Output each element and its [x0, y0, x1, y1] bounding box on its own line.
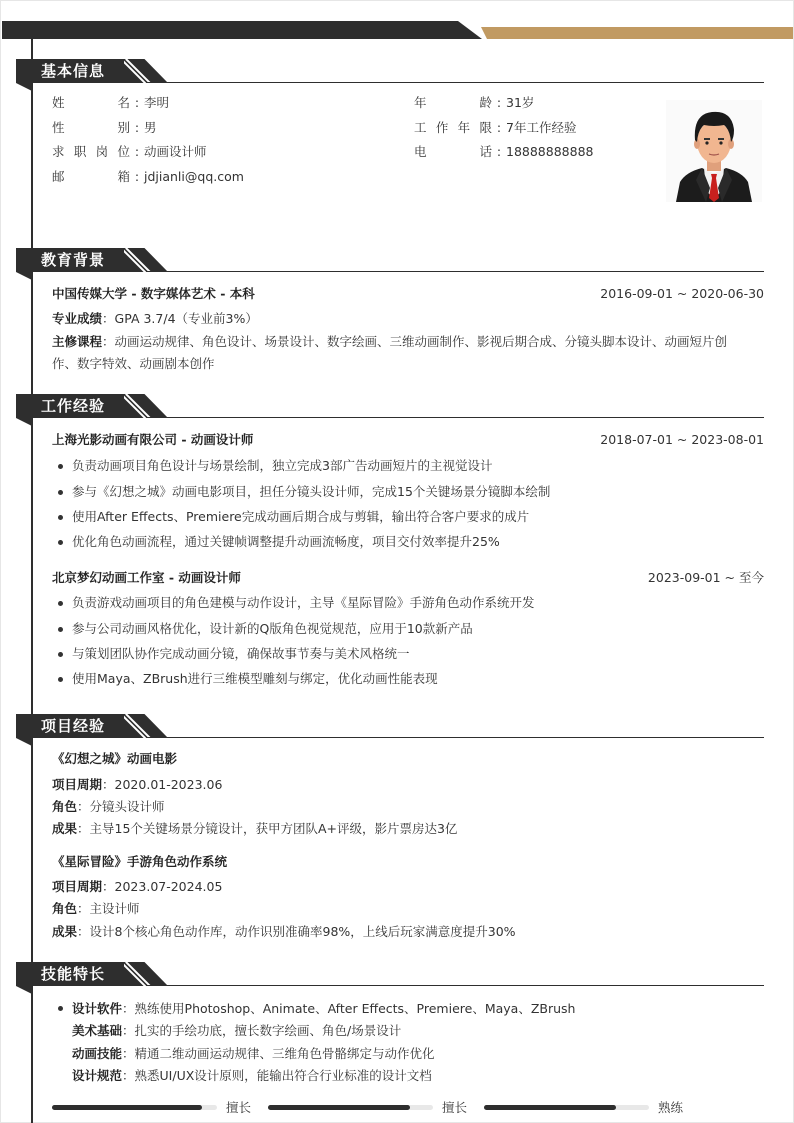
result-label: 成果 [52, 924, 78, 939]
colon: : [134, 169, 140, 184]
colon: : [134, 95, 140, 110]
period-label: 项目周期 [52, 777, 103, 792]
info-value: 18888888888 [506, 144, 594, 159]
skill-level-bar [484, 1105, 649, 1110]
result-value: 设计8个核心角色动作库，动作识别准确率98%，上线后玩家满意度提升30% [89, 924, 516, 939]
info-label: 工作年限 [414, 120, 492, 135]
work-date: 2023-09-01 ~ 至今 [647, 570, 764, 585]
work-entry-header [52, 429, 764, 451]
skill-level-fill [484, 1105, 616, 1110]
period-value: 2020.01-2023.06 [114, 777, 223, 792]
section-header [16, 59, 764, 85]
colon: : [134, 144, 140, 159]
colon: ： [102, 879, 115, 894]
header-fold-decoration [16, 83, 32, 91]
skill-item [72, 998, 575, 1020]
info-gender [52, 118, 157, 138]
project-name: 《幻想之城》动画电影 [52, 751, 178, 766]
info-value: 7年工作经验 [506, 120, 577, 135]
gpa-label: 专业成绩 [52, 311, 103, 326]
skill-value: 熟悉UI/UX设计原则，能输出符合行业标准的设计文档 [134, 1068, 432, 1083]
project-name: 《星际冒险》手游角色动作系统 [52, 854, 228, 869]
section-education [16, 248, 764, 274]
section-work-experience [16, 394, 764, 420]
info-label: 姓名 [52, 95, 130, 110]
info-position [52, 142, 207, 162]
info-label: 电话 [414, 144, 492, 159]
list-item: 参与公司动画风格优化，设计新的Q版角色视觉规范，应用于10款新产品 [52, 618, 764, 640]
education-courses [52, 331, 752, 375]
skill-item [72, 1020, 401, 1042]
colon: : [134, 120, 140, 135]
role-value: 主设计师 [89, 901, 140, 916]
project-result [52, 921, 764, 943]
left-vertical-rule [31, 39, 33, 1123]
section-skills [16, 962, 764, 988]
skill-level-bar [268, 1105, 433, 1110]
list-item: 参与《幻想之城》动画电影项目，担任分镜头设计师，完成15个关键场景分镜脚本绘制 [52, 481, 764, 503]
info-label: 邮箱 [52, 169, 130, 184]
colon: : [496, 120, 502, 135]
skill-label: 设计软件 [72, 1001, 123, 1016]
skill-level-fill [52, 1105, 202, 1110]
colon: ： [77, 799, 90, 814]
section-title: 教育背景 [16, 248, 124, 272]
section-title: 工作经验 [16, 394, 124, 418]
skill-level-bar [52, 1105, 217, 1110]
colon: : [496, 144, 502, 159]
info-value: jdjianli@qq.com [144, 169, 244, 184]
skill-item [72, 1065, 432, 1087]
skill-label: 设计规范 [72, 1068, 123, 1083]
header-bar-dark [2, 21, 482, 39]
section-header [16, 248, 764, 274]
colon: ： [102, 334, 115, 349]
skill-label: 美术基础 [72, 1023, 123, 1038]
period-value: 2023.07-2024.05 [114, 879, 223, 894]
info-name [52, 93, 169, 113]
project-role [52, 898, 764, 920]
section-divider [146, 82, 764, 83]
list-item: 与策划团队协作完成动画分镜，确保故事节奏与美术风格统一 [52, 643, 764, 665]
work-entry-header [52, 567, 764, 589]
skill-value: 扎实的手绘功底，擅长数字绘画、角色/场景设计 [134, 1023, 402, 1038]
info-label: 求职岗位 [52, 144, 130, 159]
colon: ： [102, 311, 115, 326]
result-label: 成果 [52, 821, 78, 836]
colon: ： [122, 1001, 135, 1016]
list-item: 优化角色动画流程，通过关键帧调整提升动画流畅度，项目交付效率提升25% [52, 531, 764, 553]
gpa-value: GPA 3.7/4（专业前3%） [114, 311, 258, 326]
section-projects [16, 714, 764, 740]
header-fold-decoration [16, 986, 32, 994]
result-value: 主导15个关键场景分镜设计，获甲方团队A+评级，影片票房达3亿 [89, 821, 458, 836]
info-phone [414, 142, 593, 162]
skill-level-label: 擅长 [442, 1100, 468, 1115]
section-title: 技能特长 [16, 962, 124, 986]
list-item: 使用Maya、ZBrush进行三维模型雕刻与绑定，优化动画性能表现 [52, 668, 764, 690]
skill-value: 精通二维动画运动规律、三维角色骨骼绑定与动作优化 [134, 1046, 435, 1061]
info-label: 性别 [52, 120, 130, 135]
list-item: 负责游戏动画项目的角色建模与动作设计，主导《星际冒险》手游角色动作系统开发 [52, 592, 764, 614]
skill-value: 熟练使用Photoshop、Animate、After Effects、Premiere、Maya、ZBrush [134, 1001, 576, 1016]
skill-level-label: 熟练 [658, 1100, 684, 1115]
list-item: 使用After Effects、Premiere完成动画后期合成与剪辑，输出符合客户要求的成片 [52, 506, 764, 528]
education-title: 中国传媒大学 - 数字媒体艺术 - 本科 [52, 286, 255, 301]
colon: ： [77, 821, 90, 836]
skill-label: 动画技能 [72, 1046, 123, 1061]
section-divider [146, 985, 764, 986]
project-period [52, 876, 764, 898]
section-basic-info [16, 59, 764, 85]
project-period [52, 774, 764, 796]
project-result [52, 818, 764, 840]
colon: ： [122, 1068, 135, 1083]
colon: : [496, 95, 502, 110]
section-header [16, 714, 764, 740]
role-label: 角色 [52, 799, 78, 814]
work-title: 北京梦幻动画工作室 - 动画设计师 [52, 570, 241, 585]
education-entry [52, 283, 764, 305]
section-header [16, 962, 764, 988]
avatar-illustration-icon [666, 100, 762, 202]
info-value: 31岁 [506, 95, 535, 110]
header-fold-decoration [16, 272, 32, 280]
bullet-icon [58, 1006, 63, 1011]
skill-item [72, 1043, 435, 1065]
info-age [414, 93, 534, 113]
colon: ： [77, 924, 90, 939]
header-fold-decoration [16, 738, 32, 746]
role-value: 分镜头设计师 [89, 799, 165, 814]
education-gpa [52, 308, 764, 330]
work-title: 上海光影动画有限公司 - 动画设计师 [52, 432, 254, 447]
project-role [52, 796, 764, 818]
period-label: 项目周期 [52, 879, 103, 894]
colon: ： [122, 1046, 135, 1061]
courses-label: 主修课程 [52, 334, 103, 349]
section-divider [146, 737, 764, 738]
section-title: 项目经验 [16, 714, 124, 738]
list-item: 负责动画项目角色设计与场景绘制，独立完成3部广告动画短片的主视觉设计 [52, 455, 764, 477]
section-divider [146, 271, 764, 272]
skill-level-label: 擅长 [226, 1100, 252, 1115]
info-email [52, 167, 244, 187]
info-experience-years [414, 118, 576, 138]
section-divider [146, 417, 764, 418]
info-value: 李明 [144, 95, 170, 110]
education-date: 2016-09-01 ~ 2020-06-30 [600, 286, 764, 301]
section-header [16, 394, 764, 420]
colon: ： [77, 901, 90, 916]
info-value: 动画设计师 [144, 144, 207, 159]
colon: ： [102, 777, 115, 792]
avatar-photo [666, 100, 762, 202]
header-fold-decoration [16, 418, 32, 426]
project-title [52, 748, 764, 770]
section-title: 基本信息 [16, 59, 124, 83]
skill-level-fill [268, 1105, 410, 1110]
colon: ： [122, 1023, 135, 1038]
courses-value: 动画运动规律、角色设计、场景设计、数字绘画、三维动画制作、影视后期合成、分镜头脚本设计、动画短片创作、数字特效、动画剧本创作 [52, 334, 728, 371]
info-value: 男 [144, 120, 157, 135]
header-bar-gold [481, 27, 793, 39]
role-label: 角色 [52, 901, 78, 916]
work-date: 2018-07-01 ~ 2023-08-01 [600, 432, 764, 447]
info-label: 年龄 [414, 95, 492, 110]
project-title [52, 851, 764, 873]
